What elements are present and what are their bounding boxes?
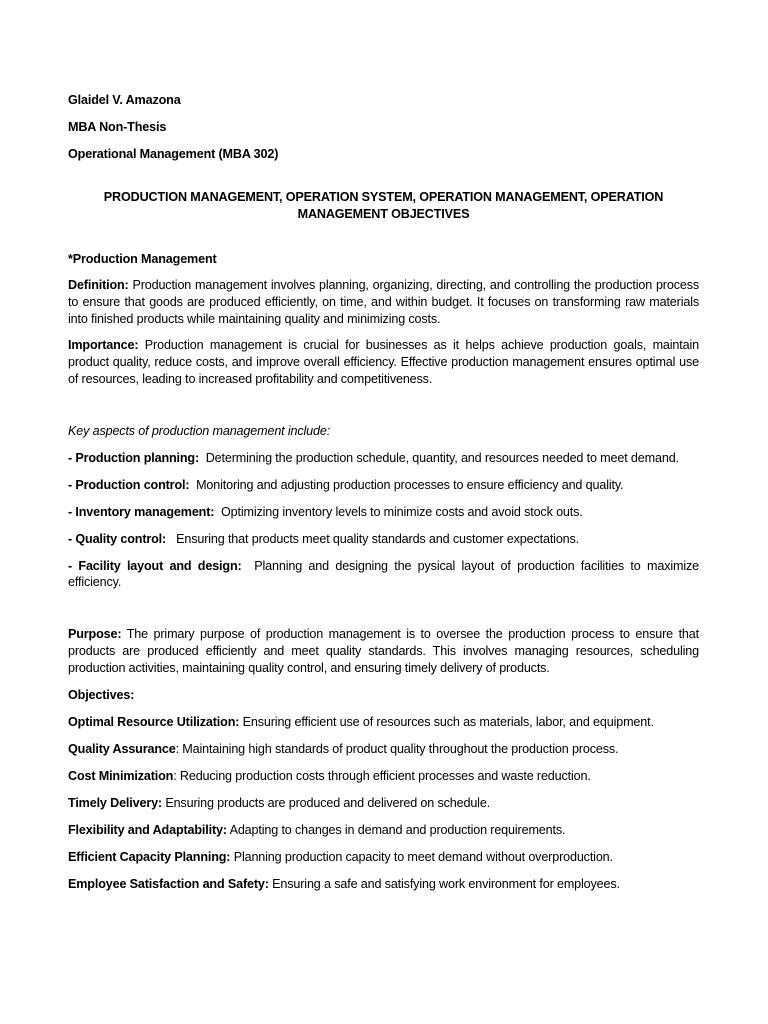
purpose-paragraph — [68, 626, 699, 676]
document-body — [68, 92, 703, 893]
objective-text: Ensuring products are produced and delivered on schedule. — [161, 795, 491, 810]
purpose-label: Purpose: — [68, 627, 122, 642]
program-name: MBA Non-Thesis — [68, 120, 167, 135]
definition-text: Production management involves planning, organizing, directing, and controlling the production process to ensure that goods are produced efficiently, on time, and within budget. It focuses on transforming raw materials into finished products while maintaining quality and minimizing costs. — [68, 278, 699, 326]
document-title: PRODUCTION MANAGEMENT, OPERATION SYSTEM, OPERATION MANAGEMENT, OPERATION MANAGEMENT OBJECTIVES — [103, 189, 664, 221]
importance-text: Production management is crucial for businesses as it helps achieve production goals, maintain product quality, reduce costs, and improve overall efficiency. Effective production management ensures optimal use of resources, leading to increased profitability and competitiveness. — [68, 338, 699, 386]
purpose-text: The primary purpose of production management is to oversee the production process to ensure that products are produced efficiently and meet quality standards. This involves managing resources, scheduling production activities, maintaining quality control, and ensuring timely delivery of products. — [68, 627, 699, 675]
objective-item — [68, 876, 699, 893]
objective-label: Optimal Resource Utilization: — [68, 714, 240, 729]
objective-item — [68, 768, 699, 785]
list-item — [68, 558, 703, 592]
list-item-label: - Quality control: — [68, 531, 167, 546]
objective-text: Planning production capacity to meet demand without overproduction. — [230, 849, 613, 864]
objectives-heading: Objectives: — [68, 687, 135, 702]
importance-label: Importance: — [68, 338, 139, 353]
objective-label: Efficient Capacity Planning: — [68, 849, 231, 864]
importance-paragraph — [68, 337, 699, 387]
objective-item — [68, 795, 699, 812]
objective-label: Quality Assurance — [68, 741, 176, 756]
objective-text: : Maintaining high standards of product quality throughout the production process. — [175, 741, 619, 756]
objective-item — [68, 822, 699, 839]
objective-label: Timely Delivery: — [68, 795, 162, 810]
objective-label: Flexibility and Adaptability: — [68, 822, 227, 837]
section-heading: *Production Management — [68, 251, 217, 266]
definition-paragraph — [68, 277, 699, 327]
list-item-text: Determining the production schedule, quantity, and resources needed to meet demand. — [199, 450, 679, 465]
objective-text: Ensuring a safe and satisfying work environment for employees. — [268, 876, 620, 891]
objective-item — [68, 714, 699, 731]
list-item-label: - Production control: — [68, 477, 190, 492]
objective-text: Ensuring efficient use of resources such as materials, labor, and equipment. — [239, 714, 654, 729]
definition-label: Definition: — [68, 278, 129, 293]
list-item-text: Optimizing inventory levels to minimize costs and avoid stock outs. — [214, 504, 583, 519]
objective-item — [68, 741, 699, 758]
list-item — [68, 531, 699, 548]
list-item-text: Planning and designing the pysical layout of production facilities to maximize efficiency. — [68, 558, 703, 590]
objective-text: Adapting to changes in demand and production requirements. — [226, 822, 566, 837]
objective-item — [68, 849, 699, 866]
author-name: Glaidel V. Amazona — [68, 93, 181, 107]
list-item — [68, 450, 699, 467]
list-item-text: Monitoring and adjusting production processes to ensure efficiency and quality. — [189, 477, 624, 492]
course-name: Operational Management (MBA 302) — [68, 147, 279, 162]
list-item — [68, 477, 699, 494]
list-item-text: Ensuring that products meet quality standards and customer expectations. — [166, 531, 580, 546]
list-item — [68, 504, 699, 521]
objective-text: : Reducing production costs through efficient processes and waste reduction. — [173, 768, 591, 783]
objective-label: Employee Satisfaction and Safety: — [68, 876, 269, 891]
list-item-label: - Production planning: — [68, 450, 200, 465]
objective-label: Cost Minimization — [68, 768, 174, 783]
list-item-label: - Inventory management: — [68, 504, 215, 519]
list-item-label: - Facility layout and design: — [68, 558, 242, 573]
key-aspects-intro: Key aspects of production management include: — [68, 423, 331, 438]
